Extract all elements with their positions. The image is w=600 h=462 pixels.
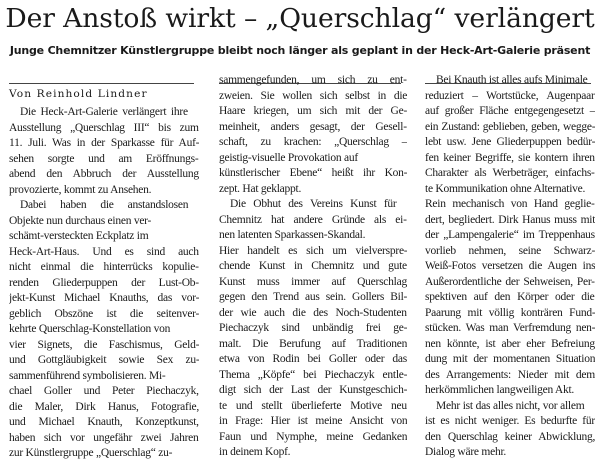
article-byline: Von Reinhold Lindner <box>9 88 148 100</box>
article-text-line: stücken. Was man Verfremdung nen- <box>425 322 595 334</box>
article-text-line: sammenführend symbolisieren. Mi- <box>9 369 166 382</box>
article-text-line: die Maler, Dirk Hanus, Fotografie, <box>9 400 199 413</box>
article-text-line: renden Gliederpuppen der Lust-Ob- <box>9 276 199 289</box>
article-text-line: te Kommunikation ohne Alternative. <box>425 182 586 195</box>
article-text-line: meinheit, anders gesagt, der Gesell- <box>219 120 407 133</box>
article-text-line: der wie auch die des Noch-Studenten <box>219 306 407 319</box>
article-text-line: spektiven auf den Körper oder die <box>425 291 595 303</box>
article-text-line: den Querschlag keiner Abwicklung, <box>425 430 595 443</box>
article-text-line: ist es nicht weniger. Es bedurfte für <box>425 415 595 427</box>
article-text-line: Außerordentliche der Sehweisen, Per- <box>425 275 595 288</box>
article-text-line: vier Signets, die Faschismus, Geld- <box>9 338 199 351</box>
article-text-line: gegen den Trend aus sein. Gollers Bil- <box>219 291 407 303</box>
article-text-line: Objekte nun durchaus einen ver- <box>9 214 152 227</box>
article-text-line: des Arrangements: Nieder mit dem <box>425 368 595 381</box>
article-text-line: chael Goller und Peter Piechaczyk, <box>9 385 199 397</box>
article-text-line: nicht einmal die hinterrücks kopulie- <box>9 261 199 273</box>
article-text-line: fen keiner Begriffe, sie kontern ihren <box>425 151 595 164</box>
article-text-line: lebt usw. Jene Gliederpuppen bedür- <box>425 136 595 148</box>
article-text-line: reduziert – Wortstücke, Augenpaar <box>425 89 595 102</box>
article-text-line: künstlerischer Ebene“ heißt ihr Kon- <box>219 167 407 179</box>
article-column-3 <box>425 73 595 461</box>
article-text-line: sammengefunden, um sich zu ent- <box>219 74 407 86</box>
article-text-line: zur Künstlergruppe „Querschlag“ zu- <box>9 447 173 459</box>
article-text-line: nen könnte, ist aber eher Befreiung <box>425 337 595 350</box>
article-text-line: zept. Hat geklappt. <box>219 182 302 195</box>
article-text-line: chende Kunst in Chemnitz und gute <box>219 260 407 272</box>
article-text-line: Piechaczyk sind unbändig frei ge- <box>219 322 407 334</box>
article-text-line: der „Lampengalerie“ im Treppenhaus <box>425 229 595 241</box>
article-text-line: haben sich vor ungefähr zwei Jahren <box>9 431 199 444</box>
article-text-line: und Michael Knauth, Konzeptkunst, <box>9 416 199 428</box>
article-text-line: etwa von Rodin bei Goller oder das <box>219 353 407 365</box>
article-text-line: zweien. Sie wollen sich selbst in die <box>219 89 407 102</box>
article-text-line: Die Heck-Art-Galerie verlängert ihre <box>20 106 188 118</box>
article-text-line: te und stellt überlieferte Motive neu <box>219 399 407 412</box>
article-text-line: Charakter als Werbeträger, einfachs- <box>425 167 595 179</box>
article-text-line: Heck-Art-Haus. Und es sind auch <box>9 245 199 258</box>
article-text-line: Dabei haben die anstandslosen <box>20 199 189 211</box>
article-text-line: 11. Juli. Was in der Sparkasse für Auf- <box>9 137 199 149</box>
article-text-line: Hier handelt es sich um vielverspre- <box>219 244 407 257</box>
article-text-line: Die Obhut des Vereins Kunst für <box>230 198 397 210</box>
article-text-line: Chemnitz hat andere Gründe als ei- <box>219 213 407 226</box>
article-text-line: Faun und Nymphe, meine Gedanken <box>219 430 407 443</box>
article-text-line: herkömmlichen langweiligen Akt. <box>425 384 575 396</box>
article-text-line: Rein mechanisch von Hand geglie- <box>425 198 595 210</box>
article-text-line: geblich Obszöne ist die seitenver- <box>9 307 199 320</box>
article-headline: Der Anstoß wirkt – „Querschlag“ verlängert <box>5 3 595 34</box>
article-text-line: Weiß-Fotos versetzen die Augen ins <box>425 260 595 272</box>
article-text-line: malt. Die Berufung auf Traditionen <box>219 337 407 350</box>
article-text-line: Haare kriegen, um sich mit der Ge- <box>219 105 407 117</box>
article-text-line: dung mit der momentanen Situation <box>425 353 595 365</box>
article-text-line: in Frage: Hier ist meine Ansicht von <box>219 415 407 427</box>
article-text-line: provozierte, kommt zu Ansehen. <box>9 183 152 196</box>
article-text-line: schaft, zu krachen: „Querschlag – <box>219 136 407 148</box>
article-text-line: sehen sorgte und am Eröffnungs- <box>9 152 199 165</box>
article-text-line: geistig-visuelle Provokation auf <box>219 151 358 164</box>
article-text-line: und Gottgläubigkeit sowie Sex zu- <box>9 354 199 366</box>
article-text-line: Ausstellung „Querschlag III“ bis zum <box>9 121 199 134</box>
column-1-top-rule <box>9 83 194 84</box>
article-subheadline: Junge Chemnitzer Künstlergruppe bleibt noch länger als geplant in der Heck-Art-Galerie präsent <box>9 44 591 57</box>
article-text-line: Dialog wäre mehr. <box>425 446 507 458</box>
article-text-line: in deinem Kopf. <box>219 446 291 458</box>
article-text-line: Paarung mit völlig konträren Fund- <box>425 306 595 319</box>
article-text-line: Mehr ist das alles nicht, vor allem <box>436 399 585 412</box>
article-text-line: Bei Knauth ist alles aufs Minimale <box>436 74 588 86</box>
article-text-line: nen latenten Sparkassen-Skandal. <box>219 229 366 241</box>
article-text-line: dert, begliedert. Dirk Hanus muss mit <box>425 213 595 226</box>
article-column-1 <box>9 105 199 462</box>
article-column-2 <box>219 73 407 461</box>
article-text-line: auf großer Fläche entgegengesetzt – <box>425 105 595 117</box>
article-text-line: ein Zustand: geblieben, geben, wegge- <box>425 120 595 133</box>
article-text-line: kehrte Querschlag-Konstellation von <box>9 323 171 335</box>
article-text-line: Kunst muss immer auf Querschlag <box>219 275 407 288</box>
article-text-line: jekt-Kunst Michael Knauths, das vor- <box>9 292 199 304</box>
article-text-line: Thema „Köpfe“ bei Piechaczyk entle- <box>219 368 407 381</box>
article-text-line: abend den Abbruch der Ausstellung <box>9 168 199 180</box>
article-text-line: vorlieb nehmen, seine Schwarz- <box>425 244 595 257</box>
article-text-line: schämt-versteckten Eckplatz im <box>9 230 149 242</box>
article-text-line: digt sich der Last der Kunstgeschich- <box>219 384 407 396</box>
